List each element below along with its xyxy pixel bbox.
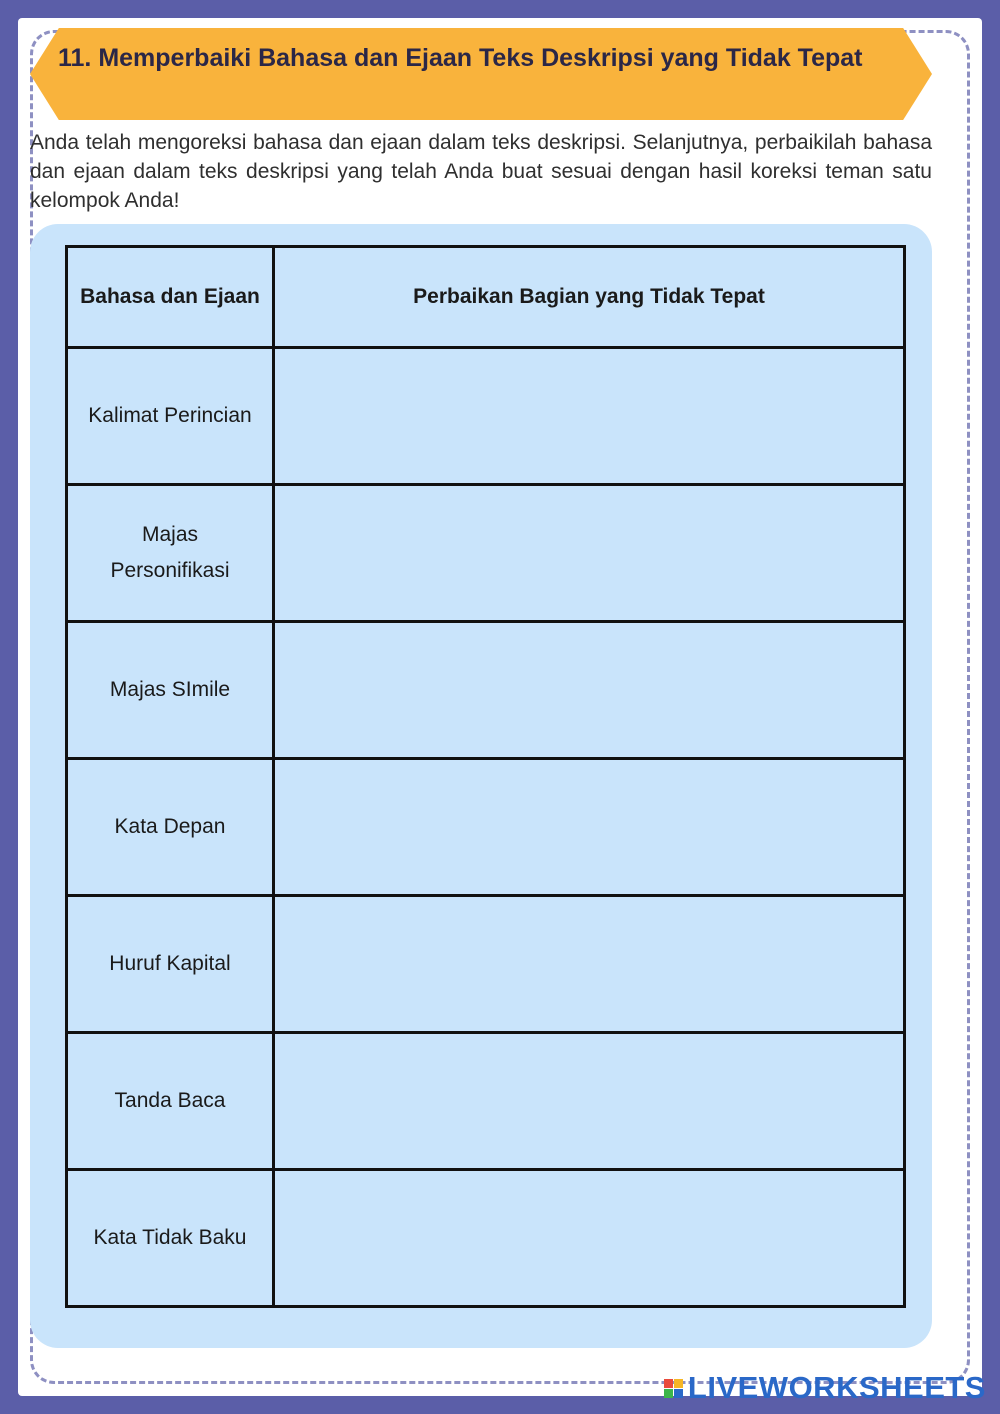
table-row: [67, 485, 905, 622]
header-bahasa-ejaan: Bahasa dan Ejaan: [67, 247, 274, 348]
page-title: 11. Memperbaiki Bahasa dan Ejaan Teks Deskripsi yang Tidak Tepat: [58, 44, 863, 72]
instructions-text: Anda telah mengoreksi bahasa dan ejaan dalam teks deskripsi. Selanjutnya, perbaikilah bahasa dan ejaan dalam teks deskripsi yang telah Anda buat sesuai dengan hasil koreksi teman satu kelompok Anda!: [30, 131, 932, 212]
table-row: [67, 1033, 905, 1170]
liveworksheets-watermark: [664, 1370, 986, 1406]
logo-square-green: [664, 1389, 673, 1398]
row-label-kalimat-perincian: Kalimat Perincian: [67, 348, 274, 485]
answer-cell-majas-personifikasi[interactable]: [274, 485, 905, 622]
correction-table: [65, 245, 906, 1308]
row-label-huruf-kapital: Huruf Kapital: [67, 896, 274, 1033]
answer-cell-majas-simile[interactable]: [274, 622, 905, 759]
table-row: [67, 348, 905, 485]
answer-cell-tanda-baca[interactable]: [274, 1033, 905, 1170]
liveworksheets-logo-icon: [664, 1379, 683, 1398]
logo-square-red: [664, 1379, 673, 1388]
row-label-majas-personifikasi: Majas Personifikasi: [67, 485, 274, 622]
answer-cell-kata-tidak-baku[interactable]: [274, 1170, 905, 1307]
table-row: [67, 622, 905, 759]
table-row: [67, 1170, 905, 1307]
answer-cell-huruf-kapital[interactable]: [274, 896, 905, 1033]
row-label-tanda-baca: Tanda Baca: [67, 1033, 274, 1170]
row-label-kata-tidak-baku: Kata Tidak Baku: [67, 1170, 274, 1307]
table-row: [67, 759, 905, 896]
answer-cell-kata-depan[interactable]: [274, 759, 905, 896]
logo-square-blue: [674, 1389, 683, 1398]
answer-cell-kalimat-perincian[interactable]: [274, 348, 905, 485]
watermark-text: LIVEWORKSHEETS: [687, 1370, 986, 1405]
logo-square-yellow: [674, 1379, 683, 1388]
header-perbaikan: Perbaikan Bagian yang Tidak Tepat: [274, 247, 905, 348]
row-label-kata-depan: Kata Depan: [67, 759, 274, 896]
table-row: [67, 896, 905, 1033]
table-header-row: [67, 247, 905, 348]
row-label-majas-simile: Majas SImile: [67, 622, 274, 759]
